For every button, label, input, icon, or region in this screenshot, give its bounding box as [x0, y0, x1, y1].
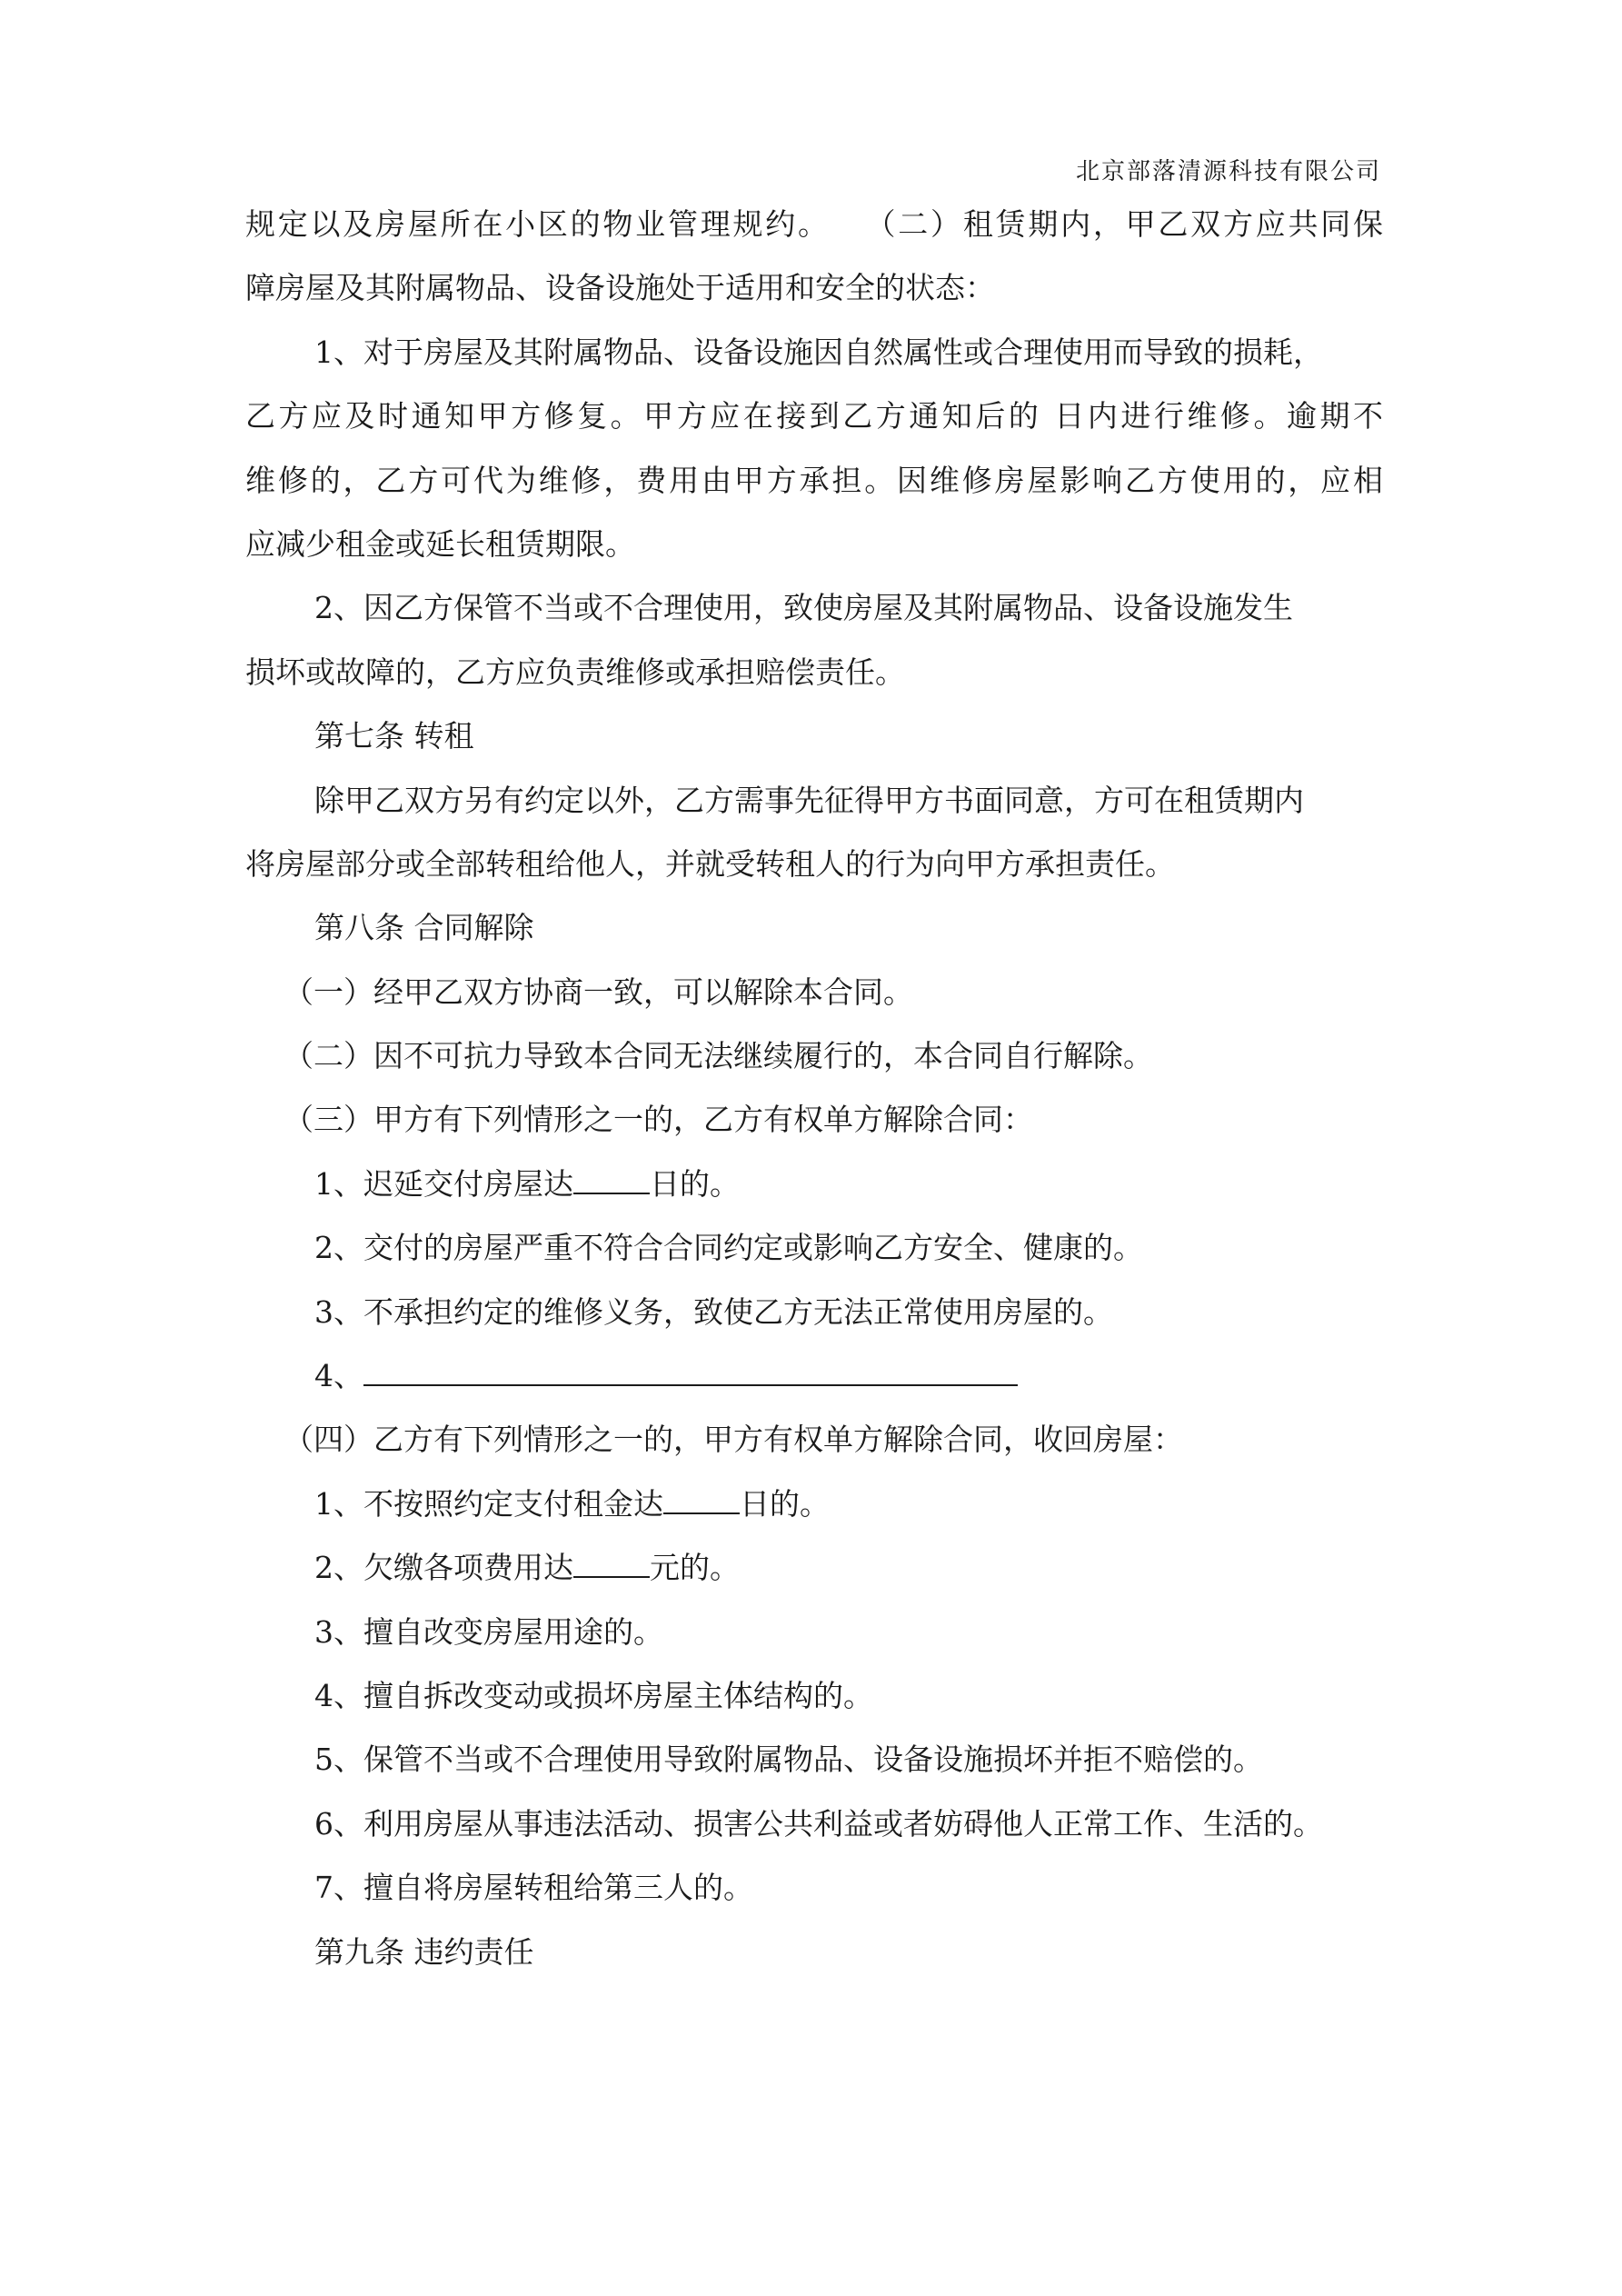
clause-line: （二）因不可抗力导致本合同无法继续履行的，本合同自行解除。 [284, 1038, 1153, 1074]
list-item: 3、不承担约定的维修义务，致使乙方无法正常使用房屋的。 [314, 1293, 1113, 1330]
article-title: 第九条 违约责任 [314, 1933, 534, 1970]
list-item: 1、不按照约定支付租金达 日的。 [314, 1485, 830, 1522]
paragraph-line: 2、因乙方保管不当或不合理使用，致使房屋及其附属物品、设备设施发生 [314, 590, 1293, 626]
list-item: 7、擅自将房屋转租给第三人的。 [314, 1870, 753, 1906]
paragraph-line: 应减少租金或延长租赁期限。 [245, 525, 635, 562]
paragraph-line: 乙方应及时通知甲方修复。甲方应在接到乙方通知后的 日内进行维修。逾期不 [245, 398, 1383, 434]
article-title: 第七条 转租 [314, 718, 474, 754]
fill-in-blank [663, 1485, 740, 1514]
list-item: 4、擅自拆改变动或损坏房屋主体结构的。 [314, 1677, 873, 1713]
article-title: 第八条 合同解除 [314, 910, 534, 946]
fill-in-blank [573, 1549, 650, 1578]
list-item: 5、保管不当或不合理使用导致附属物品、设备设施损坏并拒不赔偿的。 [314, 1742, 1263, 1778]
paragraph-line: 损坏或故障的，乙方应负责维修或承担赔偿责任。 [245, 654, 905, 690]
fill-in-blank [573, 1165, 650, 1194]
company-header: 北京部落清源科技有限公司 [1075, 158, 1381, 185]
paragraph-line: 除甲乙双方另有约定以外，乙方需事先征得甲方书面同意，方可在租赁期内 [314, 782, 1304, 818]
fill-in-blank-long [363, 1357, 1018, 1386]
list-item: 1、迟延交付房屋达 日的。 [314, 1165, 740, 1202]
list-item: 6、利用房屋从事违法活动、损害公共利益或者妨碍他人正常工作、生活的。 [314, 1805, 1323, 1842]
list-item: 2、欠缴各项费用达 元的。 [314, 1550, 740, 1586]
list-item: 4、 [245, 1344, 1383, 1408]
contract-body [245, 193, 1383, 1984]
clause-line: （四）乙方有下列情形之一的，甲方有权单方解除合同，收回房屋： [284, 1422, 1183, 1458]
paragraph-line: 规定以及房屋所在小区的物业管理规约。 （二）租赁期内，甲乙双方应共同保 [245, 206, 1384, 242]
list-item: 2、交付的房屋严重不符合合同约定或影响乙方安全、健康的。 [314, 1230, 1143, 1266]
clause-line: （三）甲方有下列情形之一的，乙方有权单方解除合同： [284, 1102, 1033, 1138]
paragraph-line: 将房屋部分或全部转租给他人，并就受转租人的行为向甲方承担责任。 [245, 845, 1175, 882]
paragraph-line: 维修的，乙方可代为维修，费用由甲方承担。因维修房屋影响乙方使用的，应相 [245, 462, 1383, 498]
list-item: 3、擅自改变房屋用途的。 [314, 1613, 663, 1650]
paragraph-line: 障房屋及其附属物品、设备设施处于适用和安全的状态： [245, 270, 995, 306]
paragraph-line: 1、对于房屋及其附属物品、设备设施因自然属性或合理使用而导致的损耗， [314, 334, 1323, 370]
clause-line: （一）经甲乙双方协商一致，可以解除本合同。 [284, 973, 913, 1010]
